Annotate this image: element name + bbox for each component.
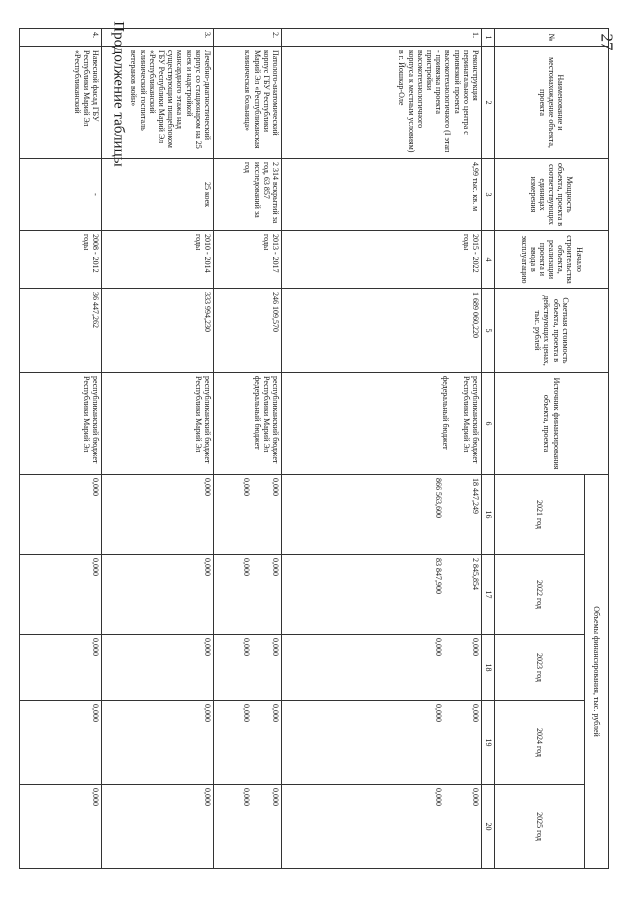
row-capacity: - <box>20 159 102 231</box>
row-num: 2. <box>214 29 282 47</box>
value: 0,000 <box>471 638 480 656</box>
value: 0,000 <box>433 638 443 656</box>
cell-2021: 0,000 <box>20 475 102 555</box>
row-period: 2015 - 2022 годы <box>282 231 482 289</box>
row-capacity: 25 коек <box>102 159 214 231</box>
header-cost: Сметная стоимость объекта, проекта в действующих ценах, тыс. рублей <box>495 289 609 373</box>
cell-2023: 0,000 <box>102 635 214 701</box>
cell-2022 <box>214 555 282 635</box>
row-cost: 246 109,570 <box>214 289 282 373</box>
cell-2025: 0,000 <box>20 785 102 869</box>
header-name: Наименование и местонахождение объекта, проекта <box>495 47 609 159</box>
row-sources <box>102 373 214 475</box>
rotated-table-container <box>19 28 609 868</box>
cell-2021 <box>214 475 282 555</box>
colnum: 5 <box>482 289 495 373</box>
colnum: 1 <box>482 29 495 47</box>
colnum: 19 <box>482 701 495 785</box>
cell-2022 <box>282 555 482 635</box>
header-year-2022: 2022 год <box>495 555 585 635</box>
row-period: 2013 - 2017 годы <box>214 231 282 289</box>
row-num: 1. <box>282 29 482 47</box>
colnum: 4 <box>482 231 495 289</box>
value: 0,000 <box>471 788 480 806</box>
cell-2025 <box>282 785 482 869</box>
value: 0,000 <box>471 704 480 722</box>
value: 866 563,600 <box>433 478 443 518</box>
value: 0,000 <box>241 478 251 496</box>
header-funding-group: Объемы финансирования, тыс. рублей <box>585 475 609 869</box>
value: 0,000 <box>271 558 280 576</box>
row-name: Лечебно-диагностический корпус со стационаром на 25 коек и надстройкой мансардного этажа над существующим пищеблоком ГБУ Республики Марий Эл «Республиканский клинический госпиталь ветеранов войн» <box>102 47 214 159</box>
colnum: 20 <box>482 785 495 869</box>
header-num: № <box>495 29 609 47</box>
column-number-row <box>482 29 495 869</box>
row-name: Реконструкция перинатального центра с привязкой проекта высокотехнологичного (I этап - привязка проекта пристройки высокотехнологичного корпуса к местным условиям) в г. Йошкар-Оле <box>282 47 482 159</box>
colnum: 17 <box>482 555 495 635</box>
row-capacity: 4,99 тыс. кв. м <box>282 159 482 231</box>
row-name: Навесной фасад ГБУ Республики Марий Эл «Республиканский <box>20 47 102 159</box>
cell-2025: 0,000 <box>102 785 214 869</box>
header-year-2024: 2024 год <box>495 701 585 785</box>
row-cost: 1 689 060,220 <box>282 289 482 373</box>
row-name: Патолого-анатомический корпус ГБУ Республики Марий Эл «Республиканская клиническая больница» <box>214 47 282 159</box>
cell-2024 <box>282 701 482 785</box>
row-period: 2008 - 2012 годы <box>20 231 102 289</box>
source-name: республиканский бюджет Республики Марий Эл <box>461 376 480 464</box>
header-start: Начало строительства объекта, реализации проекта и ввода в эксплуатацию <box>495 231 609 289</box>
cell-2024: 0,000 <box>20 701 102 785</box>
value: 0,000 <box>271 704 280 722</box>
colnum: 18 <box>482 635 495 701</box>
page-number: 27 <box>597 33 617 51</box>
header-source: Источник финансирования объекта, проекта <box>495 373 609 475</box>
value: 0,000 <box>241 558 251 576</box>
cell-2023: 0,000 <box>20 635 102 701</box>
cell-2022: 0,000 <box>20 555 102 635</box>
cell-2023 <box>282 635 482 701</box>
source-name: республиканский бюджет Республики Марий Эл <box>261 376 280 464</box>
source-name: республиканский бюджет Республики Марий Эл <box>81 376 100 464</box>
row-sources <box>214 373 282 475</box>
value: 83 847,900 <box>433 558 443 594</box>
header-year-2021: 2021 год <box>495 475 585 555</box>
cell-2022: 0,000 <box>102 555 214 635</box>
colnum: 2 <box>482 47 495 159</box>
cell-2024: 0,000 <box>102 701 214 785</box>
value: 0,000 <box>433 788 443 806</box>
cell-2021 <box>282 475 482 555</box>
value: 0,000 <box>241 704 251 722</box>
table-row <box>102 29 214 869</box>
source-name: федеральный бюджет <box>252 376 262 450</box>
value: 0,000 <box>271 478 280 496</box>
value: 0,000 <box>241 788 251 806</box>
value: 0,000 <box>433 704 443 722</box>
value: 0,000 <box>241 638 251 656</box>
cell-2021: 0,000 <box>102 475 214 555</box>
colnum: 16 <box>482 475 495 555</box>
table-row <box>20 29 102 869</box>
row-sources <box>20 373 102 475</box>
cell-2025 <box>214 785 282 869</box>
table-row <box>282 29 482 869</box>
cell-2023 <box>214 635 282 701</box>
row-period: 2010 - 2014 годы <box>102 231 214 289</box>
row-num: 4. <box>20 29 102 47</box>
header-year-2025: 2025 год <box>495 785 585 869</box>
value: 0,000 <box>271 638 280 656</box>
header-year-2023: 2023 год <box>495 635 585 701</box>
row-sources <box>282 373 482 475</box>
value: 18 447,249 <box>471 478 480 514</box>
subtitle: Продолжение таблицы <box>110 21 127 167</box>
colnum: 6 <box>482 373 495 475</box>
value: 2 845,854 <box>471 558 480 590</box>
source-name: республиканский бюджет Республики Марий Эл <box>193 376 212 464</box>
value: 0,000 <box>271 788 280 806</box>
table-row <box>214 29 282 869</box>
cell-2024 <box>214 701 282 785</box>
row-cost: 36 447,262 <box>20 289 102 373</box>
row-capacity: 2 314 вскрытий за год, 63 857 исследований за год <box>214 159 282 231</box>
row-cost: 333 994,230 <box>102 289 214 373</box>
colnum: 3 <box>482 159 495 231</box>
row-num: 3. <box>102 29 214 47</box>
header-capacity: Мощность объекта, проекта в соответствующих единицах измерения <box>495 159 609 231</box>
source-name: федеральный бюджет <box>440 376 450 450</box>
investment-table <box>19 28 609 869</box>
